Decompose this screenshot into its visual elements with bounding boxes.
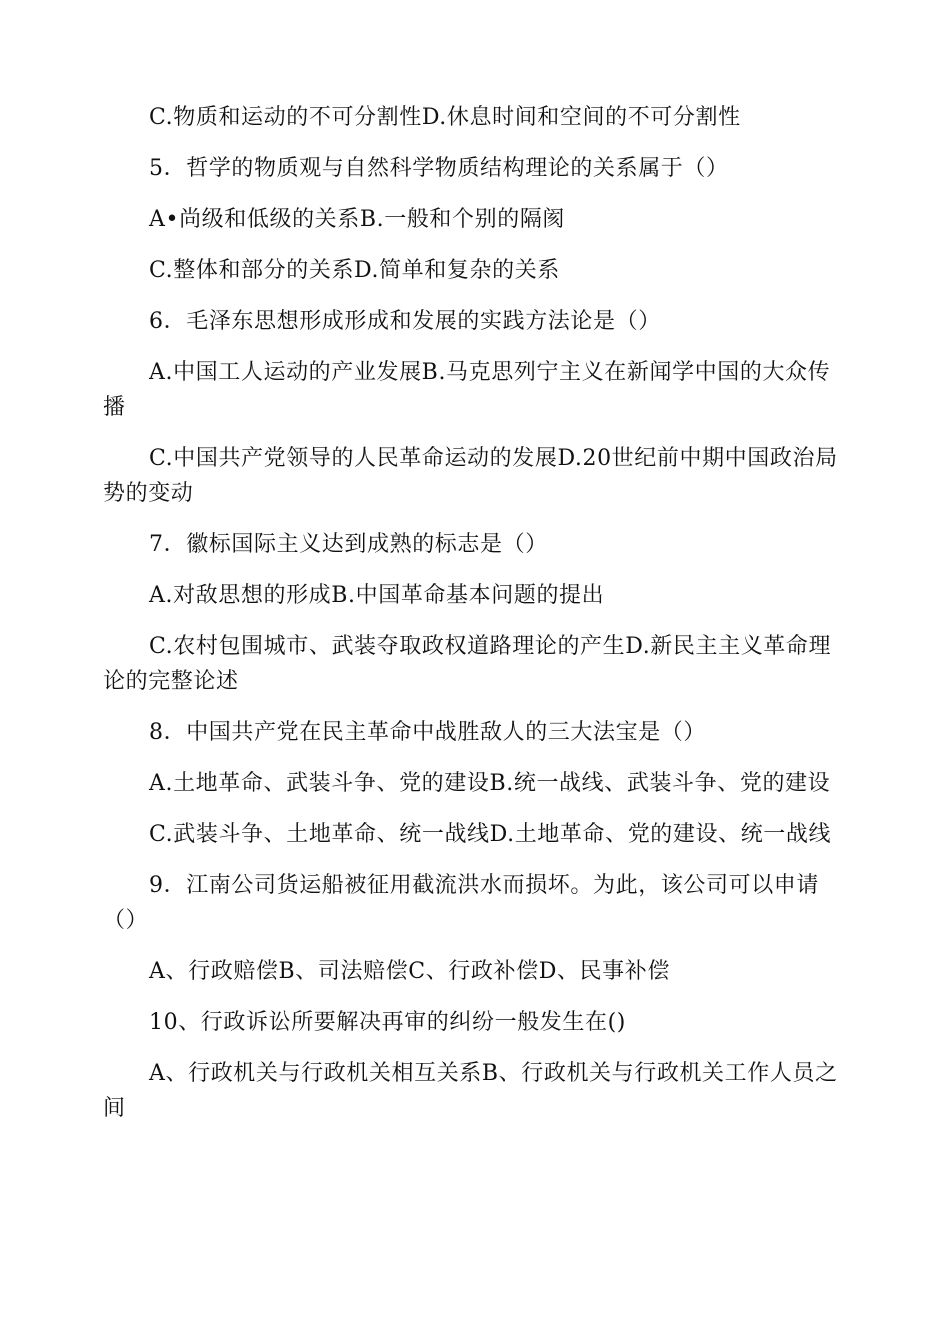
option-line-4cd: C.物质和运动的不可分割性D.休息时间和空间的不可分割性 bbox=[149, 105, 741, 130]
option-line-6ab: A.中国工人运动的产业发展B.马克思列宁主义在新闻学中国的大众传播 bbox=[103, 360, 831, 420]
question-7: 7．徽标国际主义达到成熟的标志是（） bbox=[149, 532, 548, 557]
option-line-5cd: C.整体和部分的关系D.简单和复杂的关系 bbox=[149, 258, 560, 283]
question-8: 8．中国共产党在民主革命中战胜敌人的三大法宝是（） bbox=[149, 720, 706, 745]
option-line-7ab: A.对敌思想的形成B.中国革命基本问题的提出 bbox=[149, 583, 605, 608]
question-10: 10、行政诉讼所要解决再审的纠纷一般发生在() bbox=[149, 1010, 626, 1035]
option-line-9: A、行政赔偿B、司法赔偿C、行政补偿D、民事补偿 bbox=[149, 959, 670, 984]
document-page bbox=[103, 100, 848, 1126]
question-6: 6．毛泽东思想形成形成和发展的实践方法论是（） bbox=[149, 309, 661, 334]
option-line-7cd: C.农村包围城市、武装夺取政权道路理论的产生D.新民主主义革命理论的完整论述 bbox=[103, 634, 832, 694]
option-line-6cd: C.中国共产党领导的人民革命运动的发展D.20世纪前中期中国政治局势的变动 bbox=[103, 446, 838, 506]
question-5: 5．哲学的物质观与自然科学物质结构理论的关系属于（） bbox=[149, 156, 729, 181]
option-line-8ab: A.土地革命、武装斗争、党的建设B.统一战线、武装斗争、党的建设 bbox=[149, 771, 831, 796]
option-line-10ab: A、行政机关与行政机关相互关系B、行政机关与行政机关工作人员之间 bbox=[103, 1061, 838, 1121]
option-line-8cd: C.武装斗争、土地革命、统一战线D.土地革命、党的建设、统一战线 bbox=[149, 822, 832, 847]
question-9: 9．江南公司货运船被征用截流洪水而损坏。为此，该公司可以申请（） bbox=[103, 873, 819, 933]
option-line-5ab: A•尚级和低级的关系B.一般和个别的隔阂 bbox=[149, 207, 566, 232]
